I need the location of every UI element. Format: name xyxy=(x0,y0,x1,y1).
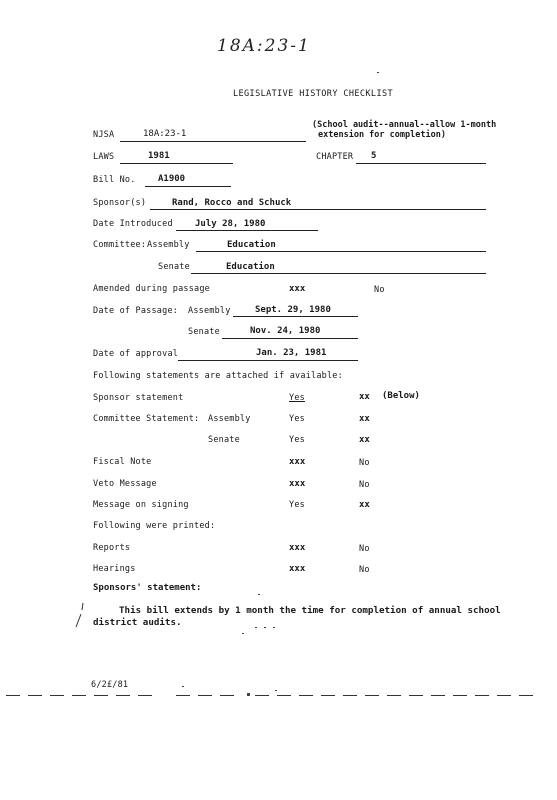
committee-statement-assembly-mark: xx xyxy=(359,414,370,424)
date-introduced-value: July 28, 1980 xyxy=(195,219,266,229)
committee-senate-underline xyxy=(191,273,486,274)
speck xyxy=(242,633,244,634)
bill-no-label: Bill No. xyxy=(93,175,136,185)
footer-date: 6/2£/81 xyxy=(91,680,129,690)
laws-underline xyxy=(120,163,233,164)
message-on-signing-mark: xx xyxy=(359,500,370,510)
speck xyxy=(377,72,379,73)
speck xyxy=(258,594,260,595)
passage-label: Date of Passage: xyxy=(93,306,179,316)
sponsor-statement-yes: Yes xyxy=(289,393,305,403)
hearings-no: No xyxy=(359,565,370,575)
following-attached: Following statements are attached if available: xyxy=(93,371,343,381)
amended-label: Amended during passage xyxy=(93,284,210,294)
fiscal-note-mark: xxx xyxy=(289,457,306,467)
passage-senate-underline xyxy=(222,338,358,339)
approval-underline xyxy=(178,360,358,361)
committee-senate-value: Education xyxy=(226,262,275,272)
sponsor-statement-mark: xx xyxy=(359,392,370,402)
committee-assembly-label: Assembly xyxy=(147,240,190,250)
committee-statement-assembly-yes: Yes xyxy=(289,414,305,424)
committee-statement-label: Committee Statement: xyxy=(93,414,200,424)
bill-no-underline xyxy=(145,186,231,187)
sponsors-label: Sponsor(s) xyxy=(93,198,147,208)
speck xyxy=(255,627,257,628)
passage-senate-label: Senate xyxy=(188,327,220,337)
chapter-value: 5 xyxy=(371,151,377,161)
committee-statement-senate-yes: Yes xyxy=(289,435,305,445)
sponsor-statement-label: Sponsor statement xyxy=(93,393,184,403)
reports-no: No xyxy=(359,544,370,554)
passage-assembly-label: Assembly xyxy=(188,306,231,316)
reports-mark: xxx xyxy=(289,543,306,553)
committee-statement-senate-label: Senate xyxy=(208,435,240,445)
date-introduced-label: Date Introduced xyxy=(93,219,173,229)
committee-label: Committee: xyxy=(93,240,147,250)
njsa-label: NJSA xyxy=(93,130,115,140)
hearings-mark: xxx xyxy=(289,564,306,574)
laws-label: LAWS xyxy=(93,152,115,162)
speck xyxy=(273,627,275,628)
handwritten-reference: 18A:23-1 xyxy=(217,36,311,56)
committee-senate-label: Senate xyxy=(158,262,190,272)
sponsors-statement-line-1: This bill extends by 1 month the time for completion of annual school xyxy=(119,605,501,616)
sponsors-underline xyxy=(150,209,486,210)
njsa-underline xyxy=(120,141,306,142)
committee-statement-senate-mark: xx xyxy=(359,435,370,445)
chapter-underline xyxy=(356,163,486,164)
margin-pen-mark xyxy=(74,602,86,628)
message-on-signing-label: Message on signing xyxy=(93,500,189,510)
sponsor-statement-note: (Below) xyxy=(382,391,420,401)
speck xyxy=(264,627,266,628)
sponsors-statement-line-2: district audits. xyxy=(93,617,182,628)
amended-no: No xyxy=(374,285,385,295)
veto-message-no: No xyxy=(359,480,370,490)
amended-mark: xxx xyxy=(289,284,306,294)
committee-assembly-underline xyxy=(196,251,486,252)
speck xyxy=(275,690,277,691)
committee-assembly-value: Education xyxy=(227,240,276,250)
sponsors-statement-heading: Sponsors' statement: xyxy=(93,583,202,593)
reports-label: Reports xyxy=(93,543,131,553)
laws-value: 1981 xyxy=(148,151,170,161)
date-introduced-underline xyxy=(176,230,318,231)
veto-message-mark: xxx xyxy=(289,479,306,489)
passage-senate-value: Nov. 24, 1980 xyxy=(250,326,321,336)
chapter-label: CHAPTER xyxy=(316,152,354,162)
approval-label: Date of approval xyxy=(93,349,179,359)
fiscal-note-no: No xyxy=(359,458,370,468)
veto-message-label: Veto Message xyxy=(93,479,157,489)
hearings-label: Hearings xyxy=(93,564,136,574)
njsa-value: 18A:23-1 xyxy=(143,129,187,139)
following-printed: Following were printed: xyxy=(93,521,216,531)
page-title: LEGISLATIVE HISTORY CHECKLIST xyxy=(233,89,394,99)
message-on-signing-yes: Yes xyxy=(289,500,305,510)
passage-assembly-underline xyxy=(233,316,358,317)
speck xyxy=(247,693,250,696)
sponsors-value: Rand, Rocco and Schuck xyxy=(172,198,292,208)
fiscal-note-label: Fiscal Note xyxy=(93,457,152,467)
committee-statement-assembly-label: Assembly xyxy=(208,414,251,424)
description-line-2: extension for completion) xyxy=(318,130,446,140)
bill-no-value: A1900 xyxy=(158,174,186,184)
speck xyxy=(182,686,184,687)
passage-assembly-value: Sept. 29, 1980 xyxy=(255,305,331,315)
approval-value: Jan. 23, 1981 xyxy=(256,348,327,358)
description-line-1: (School audit--annual--allow 1-month xyxy=(312,120,497,130)
